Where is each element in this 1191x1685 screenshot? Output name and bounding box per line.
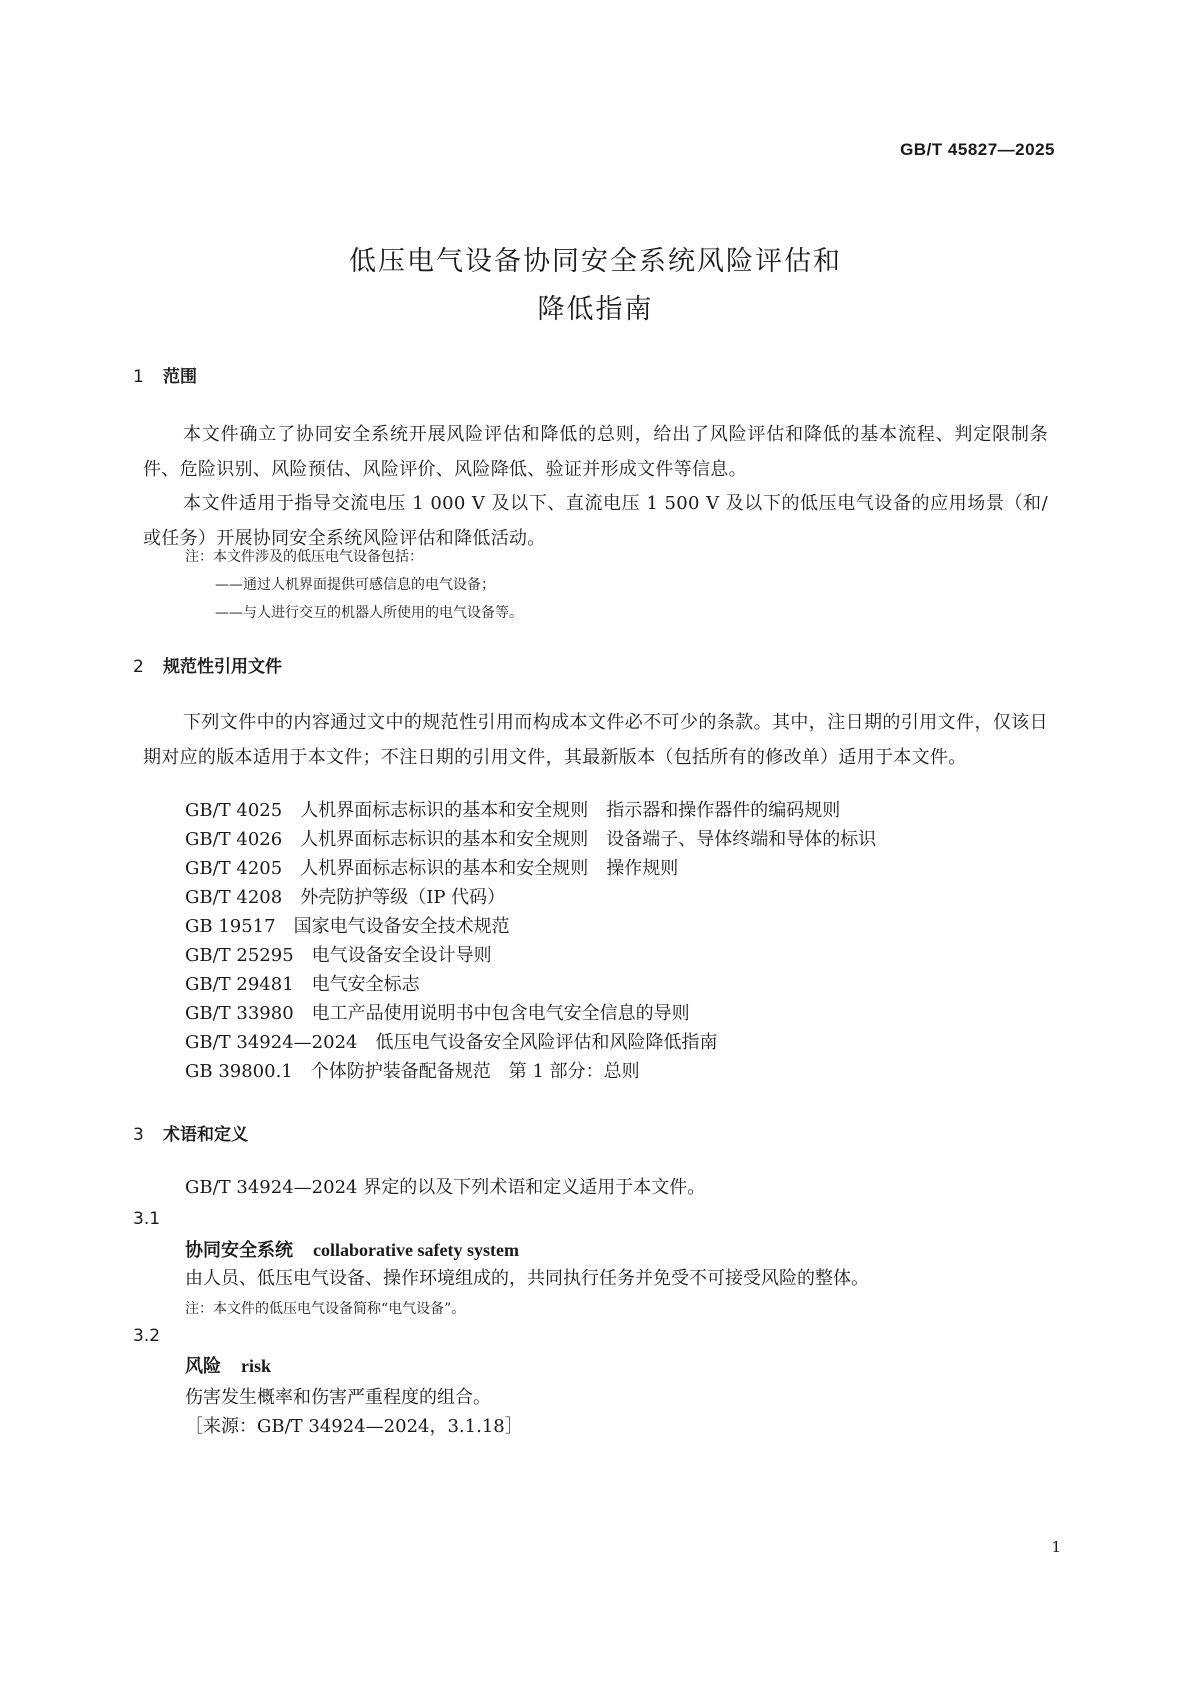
section-2-title: 规范性引用文件 [163, 657, 282, 677]
reference-item: GB/T 34924—2024 低压电气设备安全风险评估和风险降低指南 [185, 1032, 718, 1053]
section-3-title: 术语和定义 [163, 1125, 248, 1145]
document-title [0, 242, 1191, 338]
reference-item: GB/T 33980 电工产品使用说明书中包含电气安全信息的导则 [185, 1003, 690, 1024]
note-item: ——与人进行交互的机器人所使用的电气设备等。 [215, 605, 523, 621]
term-3-1-number: 3.1 [133, 1209, 161, 1229]
term-3-1-en: collaborative safety system [313, 1240, 519, 1260]
term-3-2-source: ［来源：GB/T 34924—2024，3.1.18］ [185, 1416, 523, 1437]
title-line-1: 低压电气设备协同安全系统风险评估和 [349, 246, 842, 277]
term-3-2-number: 3.2 [133, 1326, 161, 1346]
reference-item: GB/T 29481 电气安全标志 [185, 974, 420, 995]
reference-item: GB 39800.1 个体防护装备配备规范 第 1 部分：总则 [185, 1061, 640, 1082]
term-3-1-note: 注：本文件的低压电气设备简称“电气设备”。 [185, 1301, 466, 1317]
section-1-paragraph-1: 本文件确立了协同安全系统开展风险评估和降低的总则，给出了风险评估和降低的基本流程、判定限制条件、危险识别、风险预估、风险评价、风险降低、验证并形成文件等信息。 [143, 424, 1048, 480]
term-3-1-zh: 协同安全系统 [185, 1240, 293, 1261]
reference-item: GB 19517 国家电气设备安全技术规范 [185, 916, 510, 937]
section-3-number: 3 [133, 1125, 144, 1145]
section-3-paragraph-1: GB/T 34924—2024 界定的以及下列术语和定义适用于本文件。 [185, 1177, 706, 1198]
reference-item: GB/T 4025 人机界面标志标识的基本和安全规则 指示器和操作器件的编码规则 [185, 800, 841, 821]
section-2-number: 2 [133, 657, 144, 677]
term-3-2 [185, 1352, 271, 1378]
reference-item: GB/T 4205 人机界面标志标识的基本和安全规则 操作规则 [185, 858, 679, 879]
section-1-note: 注：本文件涉及的低压电气设备包括： [185, 549, 423, 565]
term-3-2-definition: 伤害发生概率和伤害严重程度的组合。 [185, 1387, 491, 1408]
section-2-heading [133, 652, 282, 677]
reference-item: GB/T 25295 电气设备安全设计导则 [185, 945, 492, 966]
section-3-heading [133, 1120, 248, 1145]
page-number: 1 [1051, 1538, 1061, 1556]
reference-item: GB/T 4208 外壳防护等级（IP 代码） [185, 887, 506, 908]
term-3-2-zh: 风险 [185, 1356, 221, 1377]
note-item: ——通过人机界面提供可感信息的电气设备； [215, 577, 495, 593]
title-line-2: 降低指南 [537, 294, 654, 325]
section-1-heading [133, 362, 197, 387]
standard-code-header: GB/T 45827—2025 [900, 140, 1055, 159]
section-1-number: 1 [133, 367, 144, 387]
term-3-2-en: risk [241, 1356, 272, 1376]
section-1-title: 范围 [163, 367, 197, 387]
reference-item: GB/T 4026 人机界面标志标识的基本和安全规则 设备端子、导体终端和导体的标识 [185, 829, 877, 850]
term-3-1 [185, 1236, 519, 1262]
term-3-1-definition: 由人员、低压电气设备、操作环境组成的，共同执行任务并免受不可接受风险的整体。 [185, 1268, 869, 1289]
section-2-paragraph-1: 下列文件中的内容通过文中的规范性引用而构成本文件必不可少的条款。其中，注日期的引用文件，仅该日期对应的版本适用于本文件；不注日期的引用文件，其最新版本（包括所有的修改单）适用于本文件。 [143, 712, 1048, 768]
section-1-paragraph-2: 本文件适用于指导交流电压 1 000 V 及以下、直流电压 1 500 V 及以下的低压电气设备的应用场景（和/或任务）开展协同安全系统风险评估和降低活动。 [143, 493, 1048, 549]
